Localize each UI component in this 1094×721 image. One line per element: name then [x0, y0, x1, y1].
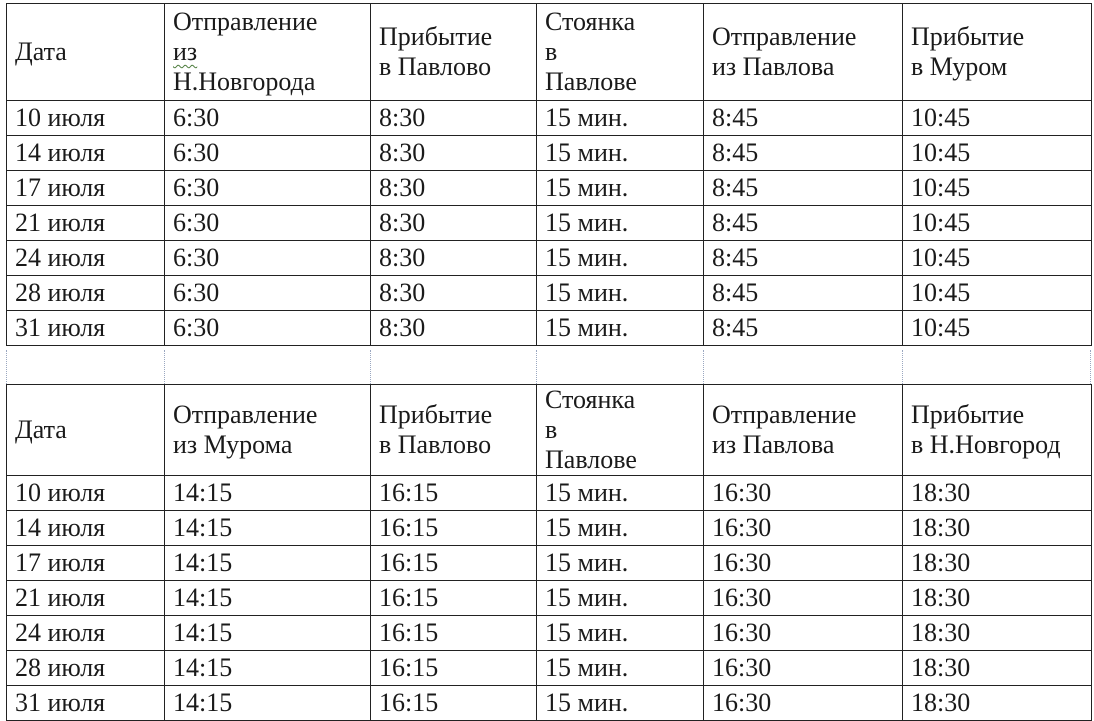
cell-departure-pavlovo: 8:45	[704, 171, 903, 206]
cell-date: 17 июля	[7, 546, 165, 581]
cell-date: 28 июля	[7, 276, 165, 311]
cell-departure-pavlovo: 16:30	[704, 476, 903, 511]
cell-date: 14 июля	[7, 511, 165, 546]
cell-stop: 15 мин.	[537, 171, 704, 206]
cell-departure-pavlovo: 8:45	[704, 276, 903, 311]
cell-arrival-final: 18:30	[903, 686, 1092, 721]
cell-arrival-final: 10:45	[903, 311, 1092, 346]
cell-stop: 15 мин.	[537, 206, 704, 241]
cell-departure: 6:30	[165, 101, 371, 136]
cell-departure: 6:30	[165, 206, 371, 241]
cell-arrival-final: 10:45	[903, 241, 1092, 276]
cell-arrival-pavlovo: 16:15	[371, 581, 537, 616]
cell-arrival-pavlovo: 16:15	[371, 546, 537, 581]
cell-date: 31 июля	[7, 311, 165, 346]
cell-stop: 15 мин.	[537, 581, 704, 616]
header-stop-pavlovo: Стоянка в Павлове	[537, 4, 704, 101]
cell-arrival-final: 10:45	[903, 136, 1092, 171]
return-schedule-table	[6, 384, 1092, 721]
cell-departure: 6:30	[165, 136, 371, 171]
cell-arrival-pavlovo: 8:30	[371, 101, 537, 136]
table-row	[7, 686, 1092, 721]
cell-arrival-pavlovo: 16:15	[371, 686, 537, 721]
cell-departure: 14:15	[165, 476, 371, 511]
header-departure: Отправление из Н.Новгорода	[165, 4, 371, 101]
cell-departure-pavlovo: 8:45	[704, 241, 903, 276]
cell-departure: 14:15	[165, 511, 371, 546]
table-row	[7, 546, 1092, 581]
cell-departure: 14:15	[165, 546, 371, 581]
cell-arrival-pavlovo: 16:15	[371, 511, 537, 546]
cell-departure: 6:30	[165, 311, 371, 346]
cell-arrival-final: 18:30	[903, 546, 1092, 581]
cell-departure-pavlovo: 16:30	[704, 616, 903, 651]
cell-stop: 15 мин.	[537, 276, 704, 311]
cell-arrival-pavlovo: 16:15	[371, 651, 537, 686]
cell-arrival-final: 10:45	[903, 101, 1092, 136]
cell-date: 10 июля	[7, 101, 165, 136]
table-row	[7, 311, 1092, 346]
table-row	[7, 171, 1092, 206]
cell-departure-pavlovo: 16:30	[704, 546, 903, 581]
cell-date: 10 июля	[7, 476, 165, 511]
table-row	[7, 136, 1092, 171]
cell-departure-pavlovo: 8:45	[704, 311, 903, 346]
cell-arrival-final: 10:45	[903, 206, 1092, 241]
cell-date: 14 июля	[7, 136, 165, 171]
cell-arrival-pavlovo: 8:30	[371, 241, 537, 276]
cell-departure-pavlovo: 8:45	[704, 136, 903, 171]
cell-departure: 6:30	[165, 241, 371, 276]
cell-stop: 15 мин.	[537, 686, 704, 721]
header-row	[7, 4, 1092, 101]
header-arrival-final: Прибытие в Н.Новгород	[903, 385, 1092, 476]
cell-departure-pavlovo: 16:30	[704, 686, 903, 721]
header-date: Дата	[7, 385, 165, 476]
header-row	[7, 385, 1092, 476]
cell-stop: 15 мин.	[537, 241, 704, 276]
cell-departure-pavlovo: 16:30	[704, 651, 903, 686]
cell-arrival-final: 10:45	[903, 171, 1092, 206]
cell-departure-pavlovo: 8:45	[704, 206, 903, 241]
table-row	[7, 206, 1092, 241]
cell-stop: 15 мин.	[537, 136, 704, 171]
header-arrival-pavlovo: Прибытие в Павлово	[371, 4, 537, 101]
cell-date: 28 июля	[7, 651, 165, 686]
cell-arrival-pavlovo: 8:30	[371, 206, 537, 241]
header-arrival-final: Прибытие в Муром	[903, 4, 1092, 101]
header-departure: Отправление из Мурома	[165, 385, 371, 476]
cell-arrival-pavlovo: 8:30	[371, 276, 537, 311]
cell-date: 21 июля	[7, 206, 165, 241]
table-row	[7, 616, 1092, 651]
cell-date: 17 июля	[7, 171, 165, 206]
cell-arrival-final: 18:30	[903, 511, 1092, 546]
cell-departure-pavlovo: 16:30	[704, 581, 903, 616]
cell-date: 21 июля	[7, 581, 165, 616]
table-spacer	[6, 350, 1091, 384]
cell-departure-pavlovo: 16:30	[704, 511, 903, 546]
cell-stop: 15 мин.	[537, 311, 704, 346]
cell-arrival-pavlovo: 8:30	[371, 136, 537, 171]
outbound-schedule-table	[6, 3, 1092, 346]
table-row	[7, 476, 1092, 511]
cell-arrival-final: 18:30	[903, 581, 1092, 616]
cell-arrival-final: 10:45	[903, 276, 1092, 311]
cell-departure-pavlovo: 8:45	[704, 101, 903, 136]
cell-departure: 14:15	[165, 651, 371, 686]
table-row	[7, 241, 1092, 276]
cell-departure: 6:30	[165, 171, 371, 206]
header-stop-pavlovo: Стоянка в Павлове	[537, 385, 704, 476]
cell-stop: 15 мин.	[537, 476, 704, 511]
cell-arrival-pavlovo: 8:30	[371, 311, 537, 346]
header-date: Дата	[7, 4, 165, 101]
cell-arrival-pavlovo: 16:15	[371, 616, 537, 651]
table-row	[7, 651, 1092, 686]
cell-stop: 15 мин.	[537, 616, 704, 651]
cell-departure: 14:15	[165, 686, 371, 721]
cell-arrival-final: 18:30	[903, 476, 1092, 511]
cell-date: 31 июля	[7, 686, 165, 721]
table-row	[7, 511, 1092, 546]
cell-departure: 14:15	[165, 581, 371, 616]
cell-arrival-pavlovo: 8:30	[371, 171, 537, 206]
table-row	[7, 101, 1092, 136]
cell-stop: 15 мин.	[537, 546, 704, 581]
header-departure-pavlovo: Отправление из Павлова	[704, 385, 903, 476]
cell-date: 24 июля	[7, 616, 165, 651]
cell-date: 24 июля	[7, 241, 165, 276]
table-row	[7, 276, 1092, 311]
table-row	[7, 581, 1092, 616]
cell-arrival-final: 18:30	[903, 651, 1092, 686]
header-departure-pavlovo: Отправление из Павлова	[704, 4, 903, 101]
header-arrival-pavlovo: Прибытие в Павлово	[371, 385, 537, 476]
cell-stop: 15 мин.	[537, 101, 704, 136]
cell-stop: 15 мин.	[537, 511, 704, 546]
cell-stop: 15 мин.	[537, 651, 704, 686]
cell-departure: 6:30	[165, 276, 371, 311]
cell-departure: 14:15	[165, 616, 371, 651]
cell-arrival-final: 18:30	[903, 616, 1092, 651]
cell-arrival-pavlovo: 16:15	[371, 476, 537, 511]
